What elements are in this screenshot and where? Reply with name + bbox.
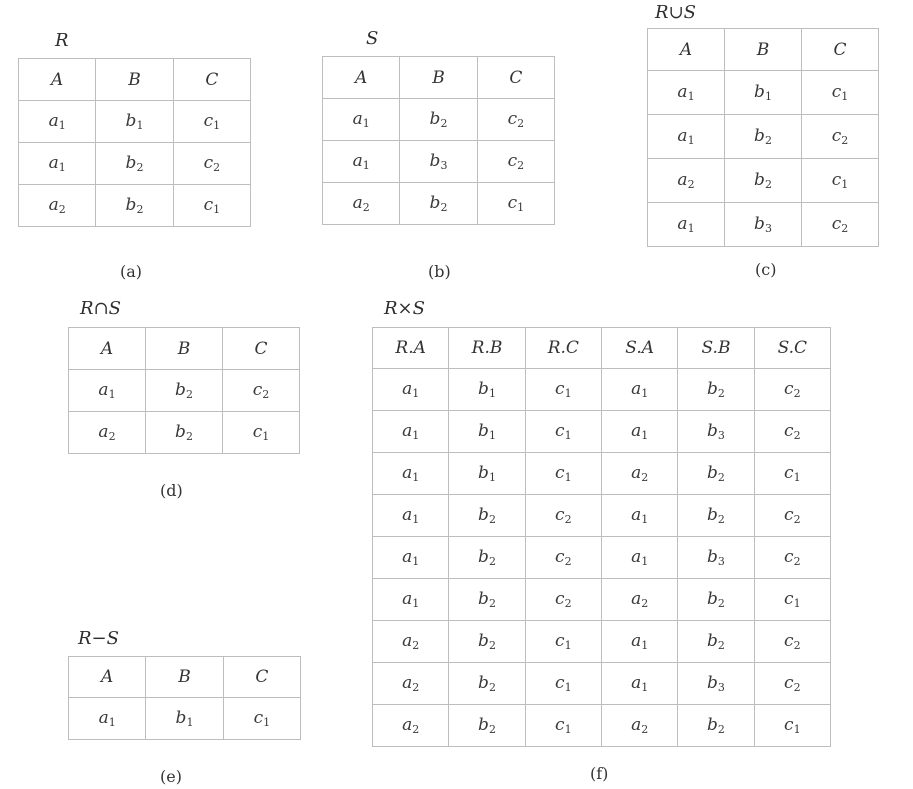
column-header: A (323, 57, 400, 99)
table-cell: $c_1$ (525, 705, 601, 747)
relation-table (322, 56, 555, 225)
table-row (373, 663, 831, 705)
table-cell: $c_1$ (173, 185, 250, 227)
table-cell: $c_2$ (477, 99, 554, 141)
table-cell: $b_2$ (449, 495, 525, 537)
column-header: B (146, 328, 223, 370)
table-cell: $c_1$ (754, 705, 830, 747)
relation-title: R−S (78, 628, 119, 649)
table-row (373, 621, 831, 663)
header-row (19, 59, 251, 101)
table-cell: $b_1$ (725, 71, 802, 115)
table-cell: $c_2$ (525, 495, 601, 537)
header-row (648, 29, 879, 71)
table-cell: $a_1$ (373, 495, 449, 537)
column-header: S.C (754, 328, 830, 369)
relation-title: R×S (384, 298, 425, 319)
table-cell: $c_1$ (173, 101, 250, 143)
relation-title: R∪S (655, 2, 696, 23)
table-cell: $a_2$ (373, 663, 449, 705)
column-header: S.B (678, 328, 754, 369)
table-cell: $a_2$ (19, 185, 96, 227)
table-cell: $a_2$ (69, 412, 146, 454)
table-cell: $a_2$ (601, 579, 677, 621)
table-row (19, 143, 251, 185)
table-cell: $b_2$ (146, 412, 223, 454)
column-header: C (173, 59, 250, 101)
table-row (19, 101, 251, 143)
column-header: A (648, 29, 725, 71)
column-header: C (223, 328, 300, 370)
table-cell: $c_1$ (223, 412, 300, 454)
table-cell: $b_3$ (678, 537, 754, 579)
table-cell: $b_2$ (678, 369, 754, 411)
column-header: C (802, 29, 879, 71)
table-cell: $c_1$ (477, 183, 554, 225)
figure-caption: (e) (160, 767, 182, 786)
relation-title: R (55, 30, 69, 51)
table-cell: $a_1$ (373, 411, 449, 453)
table-row (19, 185, 251, 227)
table-cell: $b_2$ (449, 579, 525, 621)
header-row (69, 328, 300, 370)
table-cell: $c_1$ (802, 159, 879, 203)
table-cell: $a_1$ (323, 99, 400, 141)
table-cell: $c_2$ (754, 369, 830, 411)
relation-title: R∩S (80, 298, 121, 319)
table-cell: $a_1$ (19, 143, 96, 185)
table-cell: $b_2$ (678, 579, 754, 621)
relation-title: S (366, 28, 379, 49)
table-row (69, 370, 300, 412)
table-cell: $c_1$ (754, 453, 830, 495)
table-cell: $a_1$ (69, 370, 146, 412)
table-cell: $a_1$ (373, 369, 449, 411)
table-cell: $b_2$ (449, 663, 525, 705)
table-cell: $a_2$ (373, 705, 449, 747)
relation-table (372, 327, 831, 747)
table-cell: $a_1$ (648, 203, 725, 247)
table-cell: $a_1$ (601, 411, 677, 453)
relation-table (68, 327, 300, 454)
table-cell: $b_1$ (449, 453, 525, 495)
figure-caption: (f) (590, 764, 609, 783)
table-cell: $c_2$ (477, 141, 554, 183)
table-cell: $b_1$ (146, 698, 223, 740)
table-row (373, 579, 831, 621)
table-row (69, 698, 301, 740)
table-cell: $c_1$ (754, 579, 830, 621)
table-cell: $c_2$ (754, 411, 830, 453)
table-cell: $b_2$ (725, 159, 802, 203)
table-cell: $b_1$ (449, 369, 525, 411)
table-cell: $c_1$ (525, 621, 601, 663)
table-row (648, 115, 879, 159)
table-row (648, 203, 879, 247)
table-cell: $a_1$ (648, 71, 725, 115)
table-cell: $c_2$ (802, 115, 879, 159)
table-cell: $a_1$ (323, 141, 400, 183)
table-cell: $a_1$ (601, 663, 677, 705)
table-cell: $c_1$ (802, 71, 879, 115)
header-row (373, 328, 831, 369)
table-cell: $b_3$ (678, 411, 754, 453)
table-cell: $a_1$ (601, 369, 677, 411)
table-cell: $b_2$ (678, 495, 754, 537)
table-cell: $a_1$ (601, 495, 677, 537)
table-cell: $b_2$ (449, 705, 525, 747)
table-row (323, 99, 555, 141)
table-row (648, 159, 879, 203)
table-cell: $c_2$ (802, 203, 879, 247)
table-row (69, 412, 300, 454)
table-cell: $a_1$ (19, 101, 96, 143)
figure-caption: (c) (755, 260, 777, 279)
table-cell: $a_2$ (648, 159, 725, 203)
column-header: B (400, 57, 477, 99)
table-cell: $c_2$ (223, 370, 300, 412)
table-cell: $c_2$ (754, 621, 830, 663)
table-row (373, 369, 831, 411)
table-cell: $b_2$ (678, 621, 754, 663)
column-header: R.C (525, 328, 601, 369)
table-cell: $a_1$ (373, 579, 449, 621)
table-cell: $a_1$ (373, 453, 449, 495)
table-cell: $c_1$ (525, 369, 601, 411)
figure-caption: (d) (160, 481, 183, 500)
table-cell: $c_1$ (525, 663, 601, 705)
column-header: A (69, 328, 146, 370)
table-cell: $a_1$ (648, 115, 725, 159)
figure-caption: (a) (120, 262, 143, 281)
table-cell: $b_2$ (400, 183, 477, 225)
column-header: C (477, 57, 554, 99)
table-cell: $a_1$ (373, 537, 449, 579)
table-cell: $b_2$ (678, 705, 754, 747)
table-cell: $c_1$ (223, 698, 300, 740)
table-row (323, 141, 555, 183)
column-header: C (223, 657, 300, 698)
table-row (648, 71, 879, 115)
table-cell: $c_2$ (525, 579, 601, 621)
table-cell: $b_1$ (96, 101, 173, 143)
column-header: R.A (373, 328, 449, 369)
table-cell: $a_1$ (601, 621, 677, 663)
column-header: A (19, 59, 96, 101)
table-row (373, 705, 831, 747)
table-cell: $b_1$ (449, 411, 525, 453)
table-cell: $a_1$ (69, 698, 146, 740)
table-cell: $a_2$ (601, 453, 677, 495)
table-row (323, 183, 555, 225)
table-row (373, 411, 831, 453)
table-cell: $c_2$ (754, 663, 830, 705)
column-header: A (69, 657, 146, 698)
table-cell: $b_2$ (96, 143, 173, 185)
table-cell: $a_2$ (323, 183, 400, 225)
table-cell: $c_1$ (525, 411, 601, 453)
table-row (373, 537, 831, 579)
column-header: B (96, 59, 173, 101)
table-cell: $b_2$ (400, 99, 477, 141)
header-row (323, 57, 555, 99)
table-cell: $a_2$ (601, 705, 677, 747)
relation-table (68, 656, 301, 740)
table-cell: $c_2$ (525, 537, 601, 579)
relation-table (18, 58, 251, 227)
relation-table (647, 28, 879, 247)
table-cell: $b_3$ (400, 141, 477, 183)
header-row (69, 657, 301, 698)
table-cell: $b_2$ (449, 621, 525, 663)
column-header: R.B (449, 328, 525, 369)
table-cell: $a_2$ (373, 621, 449, 663)
table-cell: $b_2$ (96, 185, 173, 227)
table-cell: $c_1$ (525, 453, 601, 495)
table-cell: $b_2$ (725, 115, 802, 159)
table-row (373, 495, 831, 537)
table-cell: $b_3$ (678, 663, 754, 705)
figure-caption: (b) (428, 262, 451, 281)
table-cell: $c_2$ (754, 495, 830, 537)
table-cell: $c_2$ (754, 537, 830, 579)
table-row (373, 453, 831, 495)
table-cell: $b_2$ (146, 370, 223, 412)
table-cell: $a_1$ (601, 537, 677, 579)
table-cell: $b_3$ (725, 203, 802, 247)
table-cell: $b_2$ (449, 537, 525, 579)
table-cell: $b_2$ (678, 453, 754, 495)
column-header: S.A (601, 328, 677, 369)
column-header: B (725, 29, 802, 71)
table-cell: $c_2$ (173, 143, 250, 185)
column-header: B (146, 657, 223, 698)
